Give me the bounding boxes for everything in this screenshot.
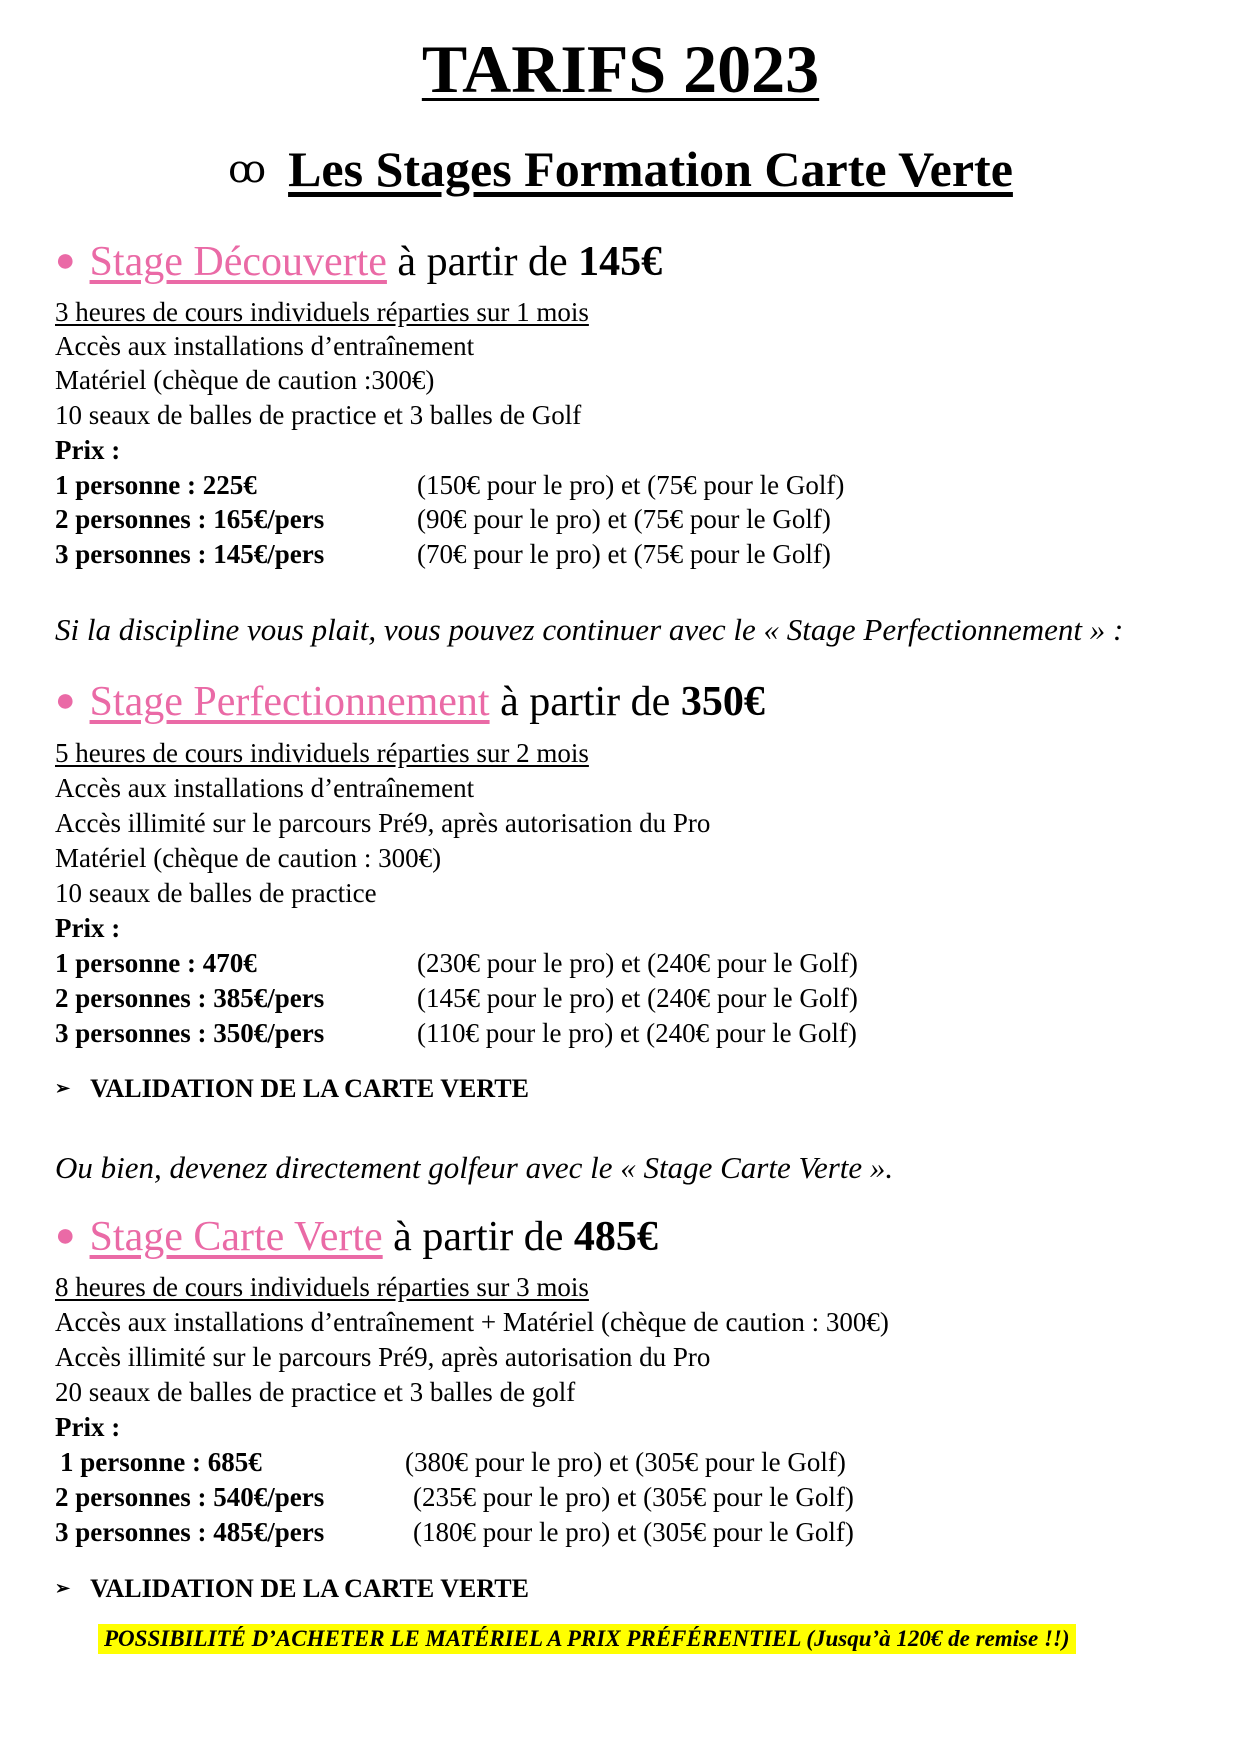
stage-heading (55, 238, 662, 286)
stage-line: Accès aux installations d’entraînement (55, 331, 475, 361)
price-detail: (150€ pour le pro) et (75€ pour le Golf) (417, 470, 845, 500)
bullet-icon: ● (55, 1217, 76, 1254)
stage-line: 20 seaux de balles de practice et 3 balles de golf (55, 1377, 576, 1407)
prix-label: Prix : (55, 435, 121, 465)
price-detail: (90€ pour le pro) et (75€ pour le Golf) (417, 504, 831, 534)
stage-line: 10 seaux de balles de practice (55, 878, 377, 908)
from-text: à partir de (489, 679, 681, 725)
stage-heading (55, 1213, 658, 1261)
price-who: 3 personnes : 145€/pers (55, 539, 325, 569)
stage-line: 8 heures de cours individuels réparties sur 3 mois (55, 1272, 589, 1302)
loop-icon: ꝏ (228, 149, 267, 191)
price-detail: (110€ pour le pro) et (240€ pour le Golf) (417, 1018, 857, 1048)
price-detail: (230€ pour le pro) et (240€ pour le Golf) (417, 948, 858, 978)
price-detail: (235€ pour le pro) et (305€ pour le Golf) (413, 1482, 854, 1512)
stage-line: Accès illimité sur le parcours Pré9, après autorisation du Pro (55, 1342, 711, 1372)
stage-heading (55, 678, 765, 726)
price-detail: (380€ pour le pro) et (305€ pour le Golf) (405, 1447, 846, 1477)
stage-line: 5 heures de cours individuels réparties sur 2 mois (55, 738, 589, 768)
price-who: 1 personne : 470€ (55, 948, 257, 978)
stage-name: Stage Carte Verte (89, 1214, 383, 1260)
transition-text: Si la discipline vous plait, vous pouvez continuer avec le « Stage Perfectionnement » : (55, 612, 1124, 647)
validation-text: VALIDATION DE LA CARTE VERTE (90, 1074, 529, 1103)
section-subtitle (0, 140, 1241, 198)
bullet-icon: ● (55, 242, 76, 279)
stage-line: Accès illimité sur le parcours Pré9, après autorisation du Pro (55, 808, 711, 838)
arrow-bullet-icon: ➢ (55, 1578, 71, 1598)
from-text: à partir de (382, 1214, 574, 1260)
price-who: 2 personnes : 540€/pers (55, 1482, 325, 1512)
arrow-bullet-icon: ➢ (55, 1078, 71, 1098)
price-who: 3 personnes : 350€/pers (55, 1018, 325, 1048)
bullet-icon: ● (55, 682, 76, 719)
prix-label: Prix : (55, 913, 121, 943)
stage-line: 3 heures de cours individuels réparties sur 1 mois (55, 297, 589, 327)
price-who: 2 personnes : 385€/pers (55, 983, 325, 1013)
price-detail: (145€ pour le pro) et (240€ pour le Golf) (417, 983, 858, 1013)
price-detail: (70€ pour le pro) et (75€ pour le Golf) (417, 539, 831, 569)
from-price: 145€ (578, 239, 663, 285)
stage-line: Accès aux installations d’entraînement (55, 773, 475, 803)
stage-line: Matériel (chèque de caution :300€) (55, 365, 435, 395)
stage-name: Stage Perfectionnement (89, 679, 490, 725)
from-price: 350€ (680, 679, 765, 725)
validation-text: VALIDATION DE LA CARTE VERTE (90, 1574, 529, 1603)
page-title: TARIFS 2023 (421, 31, 820, 107)
price-who: 3 personnes : 485€/pers (55, 1517, 325, 1547)
stage-name: Stage Découverte (89, 239, 387, 285)
transition-text: Ou bien, devenez directement golfeur avec le « Stage Carte Verte ». (55, 1150, 894, 1185)
price-who: 1 personne : 685€ (60, 1447, 262, 1477)
validation-item (55, 1074, 529, 1104)
stage-line: Accès aux installations d’entraînement + Matériel (chèque de caution : 300€) (55, 1307, 889, 1337)
stage-line: 10 seaux de balles de practice et 3 balles de Golf (55, 400, 582, 430)
from-text: à partir de (386, 239, 579, 285)
price-who: 2 personnes : 165€/pers (55, 504, 325, 534)
from-price: 485€ (573, 1214, 658, 1260)
stage-line: Matériel (chèque de caution : 300€) (55, 843, 442, 873)
footer-highlight-note: POSSIBILITÉ D’ACHETER LE MATÉRIEL A PRIX PRÉFÉRENTIEL (Jusqu’à 120€ de remise !!) (98, 1624, 1076, 1654)
validation-item (55, 1574, 529, 1604)
prix-label: Prix : (55, 1412, 121, 1442)
subtitle-text: Les Stages Formation Carte Verte (288, 141, 1013, 197)
price-detail: (180€ pour le pro) et (305€ pour le Golf) (413, 1517, 854, 1547)
price-who: 1 personne : 225€ (55, 470, 257, 500)
